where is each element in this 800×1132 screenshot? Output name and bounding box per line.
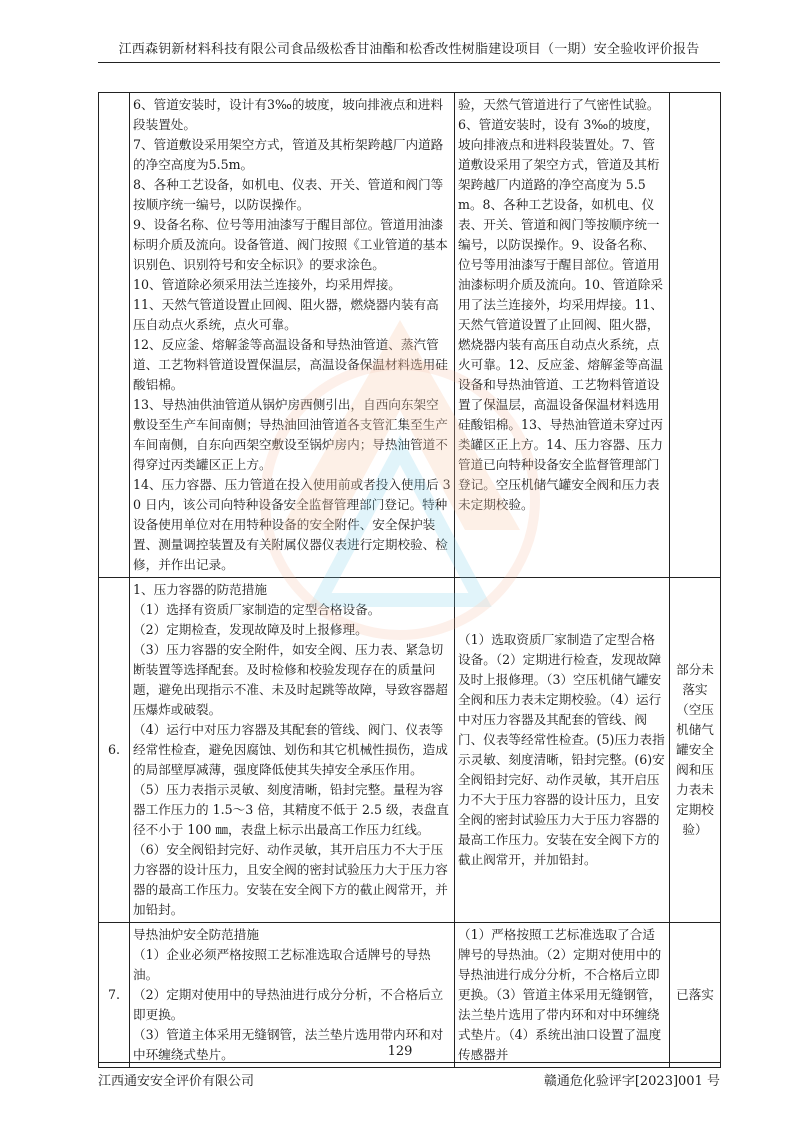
page-number: 129	[387, 1044, 413, 1059]
check-result-cell: 验，天然气管道进行了气密性试验。6、管道安装时，设有 3‰的坡度，坡向排液点和进料段装置处。7、管道敷设采用了架空方式，管道及其桁架跨越厂内道路的净空高度为 5.5m。8、各种工艺设备，如机电、仪表、开关、管道和阀门等按顺序统一编号，以防误操作。9、设备名称、位号等用油漆写于醒目部位。管道用油漆标明介质及流向。10、管道除采用了法兰连接外，均采用焊接。11、天然气管道设置了止回阀、阻火器，燃烧器内装有高压自动点火系统，点火可靠。12、反应釜、熔解釜等高温设备和导热油管道、工艺物料管道设置了保温层，高温设备保温材料选用硅酸铝棉。13、导热油管道未穿过丙类罐区正上方。14、压力容器、压力管道已向特种设备安全监督管理部门登记。空压机储气罐安全阀和压力表未定期校验。	[455, 93, 670, 578]
check-result-cell: （1）选取资质厂家制造了定型合格设备。（2）定期进行检查，发现故障及时上报修理。（3）空压机储气罐安全阀和压力表未定期校验。（4）运行中对压力容器及其配套的管线、阀门、仪表等经常性检查。(5)压力表指示灵敏、刻度清晰，铅封完整。(6)安全阀铅封完好、动作灵敏，其开启压力不大于压力容器的设计压力，且安全阀的密封试验压力大于压力容器的最高工作压力。安装在安全阀下方的截止阀常开，并加铅封。	[455, 578, 670, 923]
check-result-cell: （1）严格按照工艺标准选取了合适牌号的导热油。（2）定期对使用中的导热油进行成分分析，不合格后立即更换。（3）管道主体采用无缝钢管，法兰垫片选用了带内环和对中环缠绕式垫片。（4）系统出油口设置了温度传感器并	[455, 923, 670, 1068]
requirement-line: 14、压力容器、压力管道在投入使用前或者投入使用后 30 日内，该公司向特种设备安全监督管理部门登记。特种设备使用单位对在用特种设备的安全附件、安全保护装置、测量调控装置及有关附属仪器仪表进行定期校验、检修，并作出记录。	[133, 477, 451, 572]
requirement-line: （5）压力表指示灵敏、刻度清晰，铅封完整。量程为容器工作压力的 1.5～3 倍，其精度不低于 2.5 级，表盘直径不小于 100 ㎜，表盘上标示出最高工作压力红线。	[133, 782, 449, 837]
table-row	[99, 93, 721, 578]
requirement-line: （1）选择有资质厂家制造的定型合格设备。	[133, 602, 381, 617]
status-cell	[670, 93, 721, 578]
requirement-line: 9、设备名称、位号等用油漆写于醒目部位。管道用油漆标明介质及流向。设备管道、阀门按照《工业管道的基本识别色、识别符号和安全标识》的要求涂色。	[133, 217, 448, 272]
status-cell: 部分未落实（空压机储气罐安全阀和压力表未定期校验）	[670, 578, 721, 923]
requirement-line: 11、天然气管道设置止回阀、阻火器，燃烧器内装有高压自动点火系统，点火可靠。	[133, 297, 439, 332]
requirement-line: 12、反应釜、熔解釜等高温设备和导热油管道、蒸汽管道、工艺物料管道设置保温层，高温设备保温材料选用硅酸铝棉。	[133, 337, 448, 392]
requirement-line: 7、管道敷设采用架空方式，管道及其桁架跨越厂内道路的净空高度为5.5m。	[133, 137, 444, 172]
table-row	[99, 578, 721, 923]
requirement-line: 8、各种工艺设备，如机电、仪表、开关、管道和阀门等按顺序统一编号，以防误操作。	[133, 177, 444, 212]
requirement-line: 10、管道除必须采用法兰连接外，均采用焊接。	[133, 277, 401, 292]
acceptance-table	[98, 92, 721, 1068]
requirement-cell	[130, 93, 455, 578]
requirement-line: 6、管道安装时，设计有3‰的坡度，坡向排液点和进料段装置处。	[133, 97, 443, 132]
footer-doc-number: 赣通危化验评字[2023]001 号	[543, 1074, 720, 1089]
requirement-line: （3）压力容器的安全附件，如安全阀、压力表、紧急切断装置等选择配套。及时检修和校验发现存在的质量问题，避免出现指示不准、未及时起跳等故障，导致容器超压爆炸或破裂。	[133, 642, 448, 717]
report-header-title: 江西森钥新材料科技有限公司食品级松香甘油酯和松香改性树脂建设项目（一期）安全验收评价报告	[118, 42, 700, 57]
status-cell: 已落实	[670, 923, 721, 1068]
requirement-line: （1）企业必须严格按照工艺标准选取合适牌号的导热油。	[133, 947, 431, 982]
requirement-line: （4）运行中对压力容器及其配套的管线、阀门、仪表等经常性检查，避免因腐蚀、划伤和其它机械性损伤，造成的局部壁厚减薄，强度降低使其失掉安全承压作用。	[133, 722, 448, 777]
requirement-cell	[130, 578, 455, 923]
row-number: 7.	[99, 923, 130, 1068]
requirement-line: 1、压力容器的防范措施	[133, 582, 267, 597]
row-number: 6.	[99, 578, 130, 923]
requirement-line: 13、导热油供油管道从锅炉房西侧引出，自西向东架空敷设至生产车间南侧；导热油回油管道各支管汇集至生产车间南侧，自东向西架空敷设至锅炉房内；导热油管道不得穿过丙类罐区正上方。	[133, 397, 448, 472]
requirement-line: （6）安全阀铅封完好、动作灵敏，其开启压力不大于压力容器的设计压力，且安全阀的密封试验压力大于压力容器的最高工作压力。安装在安全阀下方的截止阀常开，并加铅封。	[133, 842, 448, 917]
footer-company: 江西通安安全评价有限公司	[98, 1074, 255, 1089]
footer-divider	[98, 1062, 720, 1063]
requirement-line: （2）定期对使用中的导热油进行成分分析，不合格后立即更换。	[133, 987, 444, 1022]
requirement-line: （3）管道主体采用无缝钢管，法兰垫片选用带内环和对中环缠绕式垫片。	[133, 1027, 444, 1062]
requirement-line: 导热油炉安全防范措施	[133, 927, 259, 942]
requirement-line: （2）定期检查，发现故障及时上报修理。	[133, 622, 368, 637]
header-divider	[98, 62, 720, 63]
row-number	[99, 93, 130, 578]
